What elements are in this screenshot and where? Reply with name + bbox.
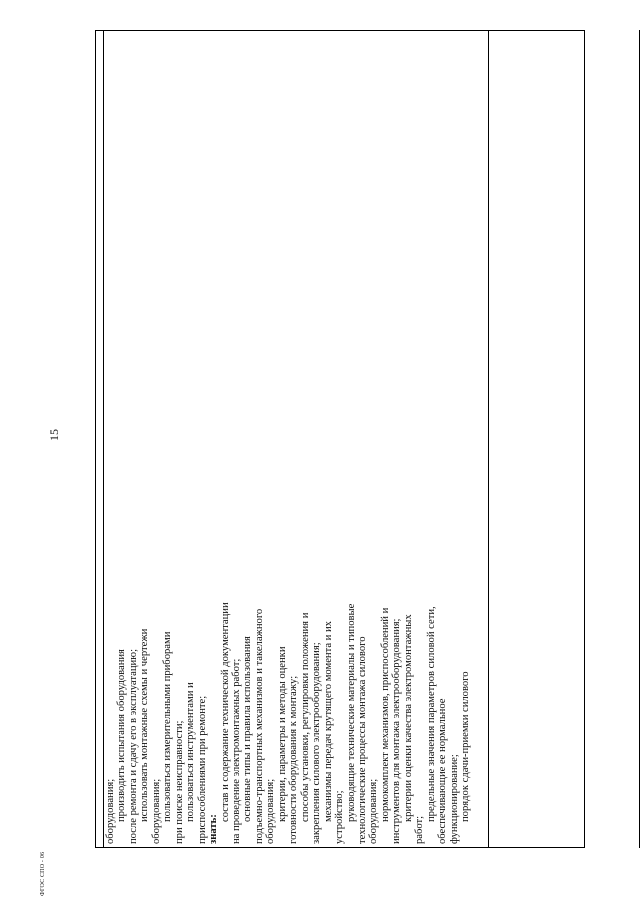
content-line: инструментов для монтажа электрооборудования;: [391, 618, 403, 844]
content-line: оборудования;: [105, 778, 116, 844]
table-row-disciplines: [488, 30, 639, 848]
content-line: пользоваться инструментами и: [185, 682, 197, 822]
content-line: обеспечивающие ее нормальное: [437, 698, 449, 844]
content-line: готовности оборудования к монтажу;: [288, 675, 300, 844]
content-line: состав и содержание технической документации: [219, 602, 231, 822]
content-line: технологические процессы монтажа силового: [356, 636, 368, 844]
content-line: основные типы и правила использования: [242, 636, 254, 822]
page-number: 15: [47, 429, 61, 441]
footer-label: ФГОС СПО - 06: [40, 851, 46, 896]
content-line: критерии оценки качества электромонтажных: [402, 614, 414, 822]
table-row-content: [103, 30, 488, 848]
content-line: устройство;: [334, 790, 346, 844]
content-line: предельные значения параметров силовой сети,: [425, 606, 437, 822]
content-line: использовать монтажные схемы и чертежи: [139, 628, 151, 822]
table-row-code: [95, 30, 103, 848]
content-line: оборудования;: [368, 778, 380, 844]
content-line: на проведение электромонтажных работ;: [230, 658, 242, 844]
content-line: механизмы передач крутящего момента и их: [322, 621, 334, 822]
content-line: функционирование;: [448, 754, 460, 844]
content-line: нормокомплект механизмов, приспособлений и: [379, 607, 391, 822]
content-line: пользоваться измерительными приборами: [162, 631, 174, 822]
content-line: при поиске неисправности;: [173, 720, 185, 844]
content-line: оборудования;: [150, 778, 162, 844]
content-line: оборудования;: [265, 778, 277, 844]
content-line: руководящие технические материалы и типовые: [345, 603, 357, 822]
competency-table: [95, 30, 585, 848]
section-heading: знать:: [208, 814, 220, 844]
content-line: после ремонта и сдачу его в эксплуатацию;: [127, 648, 139, 844]
content-line: подъемно-транспортных механизмов и такелажного: [253, 608, 265, 844]
content-line: производить испытания оборудования: [116, 649, 128, 822]
content-line: приспособлениями при ремонте;: [196, 695, 208, 844]
content-line: критерии, параметры и методы оценки: [276, 646, 288, 822]
content-line: порядок сдачи-приемки силового: [460, 671, 472, 822]
content-line: работ;: [414, 815, 426, 844]
content-line: способы установки, регулировки положения и: [299, 612, 311, 822]
content-line: закрепления силового электрооборудования;: [311, 642, 323, 844]
content-cell: [104, 30, 488, 848]
